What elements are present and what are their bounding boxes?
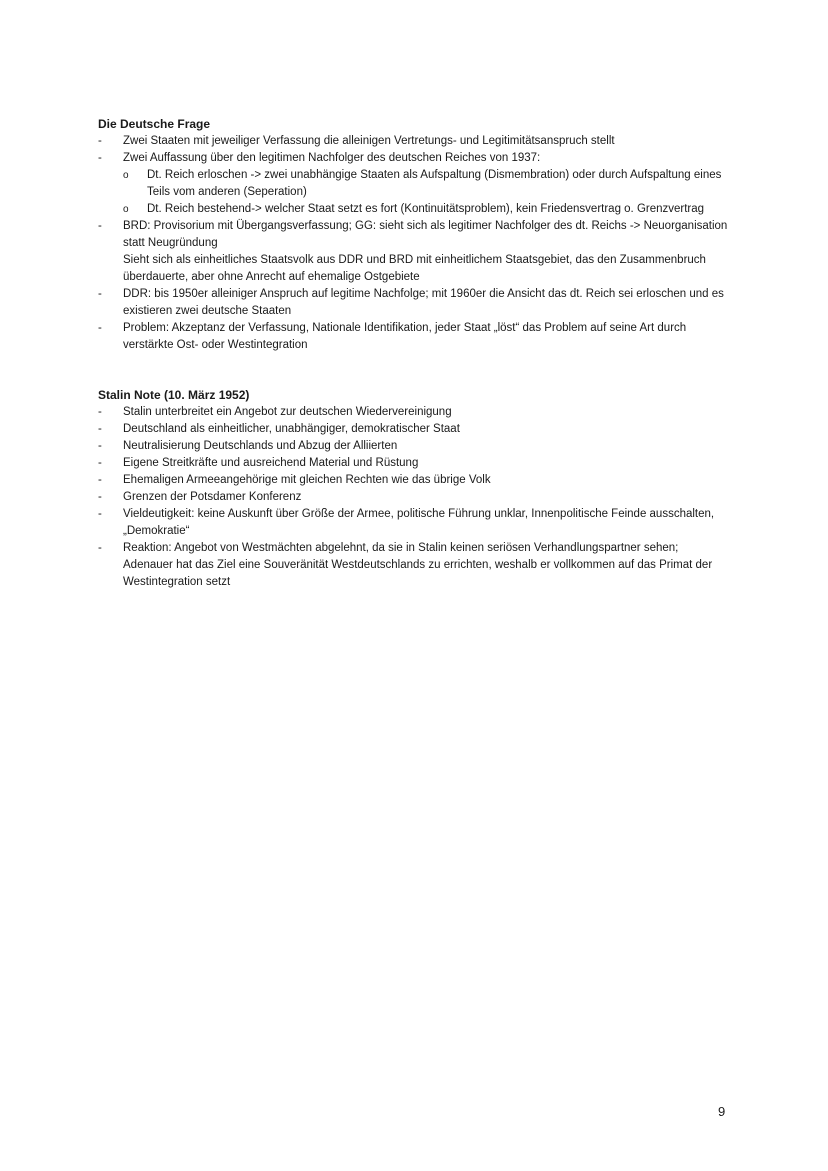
dash-bullet: - — [98, 542, 102, 554]
list-item-text: Zwei Staaten mit jeweiliger Verfassung die alleinigen Vertretungs- und Legitimitätsanspruch stellt — [123, 135, 615, 147]
list-item — [98, 286, 728, 320]
list-item — [98, 540, 728, 591]
list-item — [98, 320, 728, 354]
dash-bullet: - — [98, 491, 102, 503]
list-item — [98, 150, 728, 167]
dash-bullet: - — [98, 152, 102, 164]
sub-list-item — [98, 167, 728, 201]
list-item-text: Problem: Akzeptanz der Verfassung, Nationale Identifikation, jeder Staat „löst“ das Problem auf seine Art durch verstärkte Ost- oder Westintegration — [123, 322, 687, 351]
list-item — [98, 421, 728, 438]
list-item — [98, 404, 728, 421]
list-item — [98, 438, 728, 455]
dash-bullet: - — [98, 440, 102, 452]
dash-bullet: - — [98, 508, 102, 520]
list-item — [98, 472, 728, 489]
dash-bullet: - — [98, 423, 102, 435]
list-item — [98, 218, 728, 286]
list-item-text: BRD: Provisorium mit Übergangsverfassung; GG: sieht sich als legitimer Nachfolger des dt. Reichs -> Neuorganisation statt Neugründung — [123, 220, 728, 249]
list-item — [98, 133, 728, 150]
dash-bullet: - — [98, 406, 102, 418]
dash-bullet: - — [98, 135, 102, 147]
list-item-text: Grenzen der Potsdamer Konferenz — [123, 491, 302, 503]
sub-list-item-text: Dt. Reich bestehend-> welcher Staat setzt es fort (Kontinuitätsproblem), kein Friedensvertrag o. Grenzvertrag — [147, 203, 705, 215]
list-item — [98, 489, 728, 506]
bullet-list — [98, 133, 728, 167]
dash-bullet: - — [98, 220, 102, 232]
section-stalin-note — [98, 387, 728, 591]
dash-bullet: - — [98, 474, 102, 486]
list-item-text: Deutschland als einheitlicher, unabhängiger, demokratischer Staat — [123, 423, 460, 435]
bullet-list — [98, 218, 728, 354]
list-item-text: Ehemaligen Armeeangehörige mit gleichen Rechten wie das übrige Volk — [123, 474, 491, 486]
sub-bullet-list — [98, 167, 728, 218]
list-item-text: Zwei Auffassung über den legitimen Nachfolger des deutschen Reiches von 1937: — [123, 152, 541, 164]
circle-bullet: o — [123, 170, 129, 181]
list-item — [98, 455, 728, 472]
list-item-text: Eigene Streitkräfte und ausreichend Material und Rüstung — [123, 457, 419, 469]
list-item-continuation: Sieht sich als einheitliches Staatsvolk aus DDR und BRD mit einheitlichem Staatsgebiet, das den Zusammenbruch überdauerte, aber ohne Anrecht auf ehemalige Ostgebiete — [123, 254, 706, 283]
page-number: 9 — [718, 1104, 726, 1119]
section-heading: Die Deutsche Frage — [98, 117, 211, 131]
list-item-text: Stalin unterbreitet ein Angebot zur deutschen Wiedervereinigung — [123, 406, 452, 418]
dash-bullet: - — [98, 288, 102, 300]
list-item-text: Vieldeutigkeit: keine Auskunft über Größe der Armee, politische Führung unklar, Innenpolitische Feinde ausschalten, „Demokratie“ — [123, 508, 715, 537]
sub-list-item — [98, 201, 728, 218]
list-item — [98, 506, 728, 540]
dash-bullet: - — [98, 457, 102, 469]
list-item-text: Neutralisierung Deutschlands und Abzug der Alliierten — [123, 440, 398, 452]
sub-list-item-text: Dt. Reich erloschen -> zwei unabhängige Staaten als Aufspaltung (Dismembration) oder durch Aufspaltung eines Teils vom anderen (Seperation) — [147, 169, 722, 198]
circle-bullet: o — [123, 204, 129, 215]
dash-bullet: - — [98, 322, 102, 334]
bullet-list — [98, 404, 728, 591]
list-item-text: DDR: bis 1950er alleiniger Anspruch auf legitime Nachfolge; mit 1960er die Ansicht das dt. Reich sei erloschen und es existieren zwei deutsche Staaten — [123, 288, 724, 317]
section-deutsche-frage — [98, 116, 728, 354]
section-heading: Stalin Note (10. März 1952) — [98, 388, 250, 402]
list-item-text: Reaktion: Angebot von Westmächten abgelehnt, da sie in Stalin keinen seriösen Verhandlungspartner sehen; Adenauer hat das Ziel eine Souveränität Westdeutschlands zu errichten, weshalb er vollkommen auf das Primat der Westintegration setzt — [123, 542, 713, 588]
